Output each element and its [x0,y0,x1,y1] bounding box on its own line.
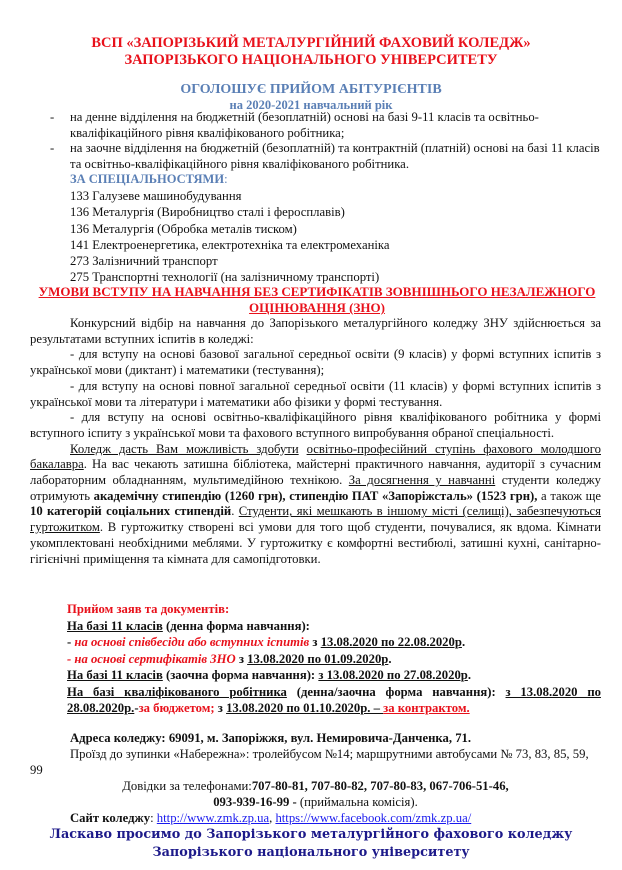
intake-title: Прийом заяв та документів: [67,602,230,616]
condition-item: - для вступу на основі повної загальної середньої освіти (11 класів) у формі вступних іспитів з української мови та літератури і математики або фізики у формі тестування. [30,378,601,409]
conditions-heading: УМОВИ ВСТУПУ НА НАВЧАННЯ БЕЗ СЕРТИФІКАТІВ ЗОВНІШНЬОГО НЕЗАЛЕЖНОГО ОЦІНЮВАННЯ (ЗНО) [38,284,596,315]
academic-year: на 2020-2021 навчальний рік [229,98,393,112]
intake-extramural [30,667,601,684]
phones-label: Довідки за телефонами: [122,779,252,793]
about-opportunity: Коледж дасть Вам можливість здобути [70,441,299,456]
about-dormitory: Студенти, які мешкають в іншому місті (селищі), забезпечуються гуртожитком [30,504,601,535]
specialty-item: 275 Транспортні технології (на залізничному транспорті) [70,270,380,285]
condition-item: - для вступу на основі освітньо-кваліфікаційного рівня кваліфікованого робітника у формі вступного іспиту з української мови та фахового вступного випробування обраної спеціальності. [30,410,601,440]
specialty-item: 141 Електроенергетика, електротехніка та електромеханіка [70,237,390,252]
specialty-item: 136 Металургія (Обробка металів тиском) [70,221,297,236]
intake-zno-dates: 13.08.2020 по 01.09.2020р [247,651,389,666]
about-paragraph [30,442,601,568]
intake-day-11-form: (денна форма навчання): [162,618,310,633]
specialty-item: 133 Галузеве машинобудування [70,189,242,203]
college-name: ВСП «ЗАПОРІЗЬКИЙ МЕТАЛУРГІЙНИЙ ФАХОВИЙ КОЛЕДЖ» [91,35,531,51]
facebook-link[interactable]: https://www.facebook.com/zmk.zp.ua/ [275,811,472,825]
contacts [30,730,601,826]
specialty-item: 273 Залізничний транспорт [70,254,218,269]
about-scholarships: академічну стипендію (1260 грн), стипендію ПАТ «Запоріжсталь» (1523 грн), [93,488,538,503]
intake-zno-end: . [388,651,392,666]
intake-interview-from: з [309,635,321,649]
website-line [30,810,601,826]
intake-zno [30,651,601,668]
intake-budget-sep: - [134,701,139,715]
university-name: ЗАПОРІЗЬКОГО НАЦІОНАЛЬНОГО УНІВЕРСИТЕТУ [124,52,498,68]
intake-worker-base: На базі кваліфікованого робітника [67,684,287,699]
phones-line [30,778,601,794]
about-achievements: За досягнення у навчанні [348,473,496,488]
announcement [0,81,622,113]
conditions-intro: Конкурсний відбір на навчання до Запорізького металургійного коледжу ЗНУ здійснюється за результатами вступних іспитів в коледжі: [30,316,601,346]
website-label: Сайт коледжу [70,811,151,825]
condition-item: - для вступу на основі базової загальної середньої освіти (9 класів) у формі вступних іспитів з української мови (диктант) і математики (тестування); [30,347,601,378]
specialty-item: 136 Металургія (Виробництво сталі і феросплавів) [70,205,345,220]
college-header [0,35,622,69]
intake-extramural-form: (заочна форма навчання): [162,668,319,682]
intake-day-11-base: На базі 11 класів [67,618,163,633]
phones-line-2 [30,794,601,810]
intake-zno-from: з [235,651,248,666]
intake-worker [30,684,601,717]
study-form-item [45,110,605,141]
phones-note: (приймальна комісія). [296,795,418,809]
study-forms-list [45,110,605,172]
about-also: а також ще [537,488,602,503]
specialties-colon: : [224,172,228,186]
website-sep: , [269,811,276,825]
intake-worker-form: (денна/заочна форма навчання): [286,684,506,699]
intake-interview-label: на основі співбесіди або вступних іспитів [74,635,310,649]
intake-extramural-base: На базі 11 класів [67,668,163,682]
intake-schedule [30,601,601,717]
website-colon: : [150,811,157,825]
specialties-heading [70,172,228,187]
intake-contract-dates: 13.08.2020 по 01.10.2020р. – [226,701,384,715]
intake-worker-budget-dates: з 13.08.2020 по 28.08.2020р. [67,684,601,715]
transport-info: Проїзд до зупинки «Набережна»: тролейбусом №14; маршрутними автобусами № 73, 83, 85, 59, 99 [30,747,589,777]
announcement-title: ОГОЛОШУЄ ПРИЙОМ АБІТУРІЄНТІВ [180,82,442,97]
intake-interview [30,634,601,651]
intake-day-11 [30,618,601,635]
intake-interview-dash: - [67,635,75,649]
about-social-scholarships: 10 категорій соціальних стипендій [30,504,232,519]
intake-extramural-dates: з 13.08.2020 по 27.08.2020р [318,668,468,682]
welcome-line-1: Ласкаво просимо до Запорізького металургійного фахового коледжу [49,827,573,842]
intake-zno-label: - на основі сертифікатів ЗНО [67,651,236,666]
welcome-message [0,826,622,862]
specialties-list [70,188,390,286]
about-facilities: . На вас чекають затишна бібліотека, майстерні практичного навчання, аудиторії з сучасним лабораторним обладнанням, мультимедійною технікою. [30,457,601,488]
intake-interview-dates: 13.08.2020 по 22.08.2020р [320,635,462,649]
bullet-dash: - [50,110,55,124]
phones-numbers-2: 093-939-16-99 - [213,795,297,809]
bullet-dash: - [50,141,55,156]
phones-numbers: 707-80-81, 707-80-82, 707-80-83, 067-706-51-46, [251,779,509,793]
intake-contract-label: за контрактом. [383,701,470,715]
about-space [299,442,307,456]
about-students-receive: студенти коледжу отримують [30,473,601,503]
study-form-text: на денне відділення на бюджетній (безоплатній) основі на базі 9-11 класів та освітньо-кваліфікаційного рівня кваліфікованого робітника; [70,110,539,140]
about-period: . [231,504,239,519]
about-dormitory-details: . В гуртожитку створені всі умови для того щоб студенти, почувалися, як вдома. Кімнати укомплектовані необхідними меблями. У гуртожитку є комфортні вестибюлі, затишні кухні, санітарно-гігієнічні приміщення та кімната для самопідготовки. [30,520,601,566]
study-form-item [45,141,605,172]
intake-extramural-end: . [467,668,472,682]
about-degree: освітньо-професійний ступінь фахового молодшого бакалавра [30,441,601,472]
study-form-text: на заочне відділення на бюджетній (безоплатній) та контрактній (платній) основі на базі 11 класів та освітньо-кваліфікаційного рівня кваліфікованого робітника. [70,141,600,171]
intake-interview-end: . [461,635,466,649]
intake-budget-label: за бюджетом; [138,701,215,715]
website-link[interactable]: http://www.zmk.zp.ua [156,811,270,825]
college-address: Адреса коледжу: 69091, м. Запоріжжя, вул. Немировича-Данченка, 71. [70,731,472,745]
specialties-title: ЗА СПЕЦІАЛЬНОСТЯМИ [70,172,225,186]
welcome-line-2: Запорізького національного університету [152,845,470,860]
conditions-body [30,316,601,567]
intake-contract-from: з [214,701,227,715]
